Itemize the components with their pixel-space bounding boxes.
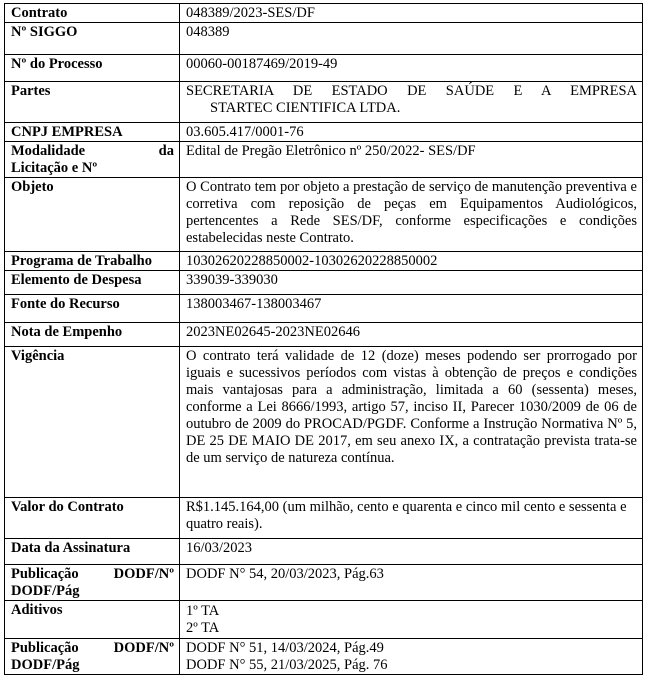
value-aditivos <box>180 601 643 639</box>
table-row <box>5 601 643 639</box>
value-aditivos-line2: 2º TA <box>186 620 220 636</box>
label-publicacao-2-b: DODF/Nº <box>113 640 174 656</box>
value-programa: 10302620228850002-10302620228850002 <box>180 252 643 271</box>
table-row <box>5 123 643 142</box>
value-siggo: 048389 <box>180 23 643 55</box>
value-publicacao-2 <box>180 639 643 675</box>
label-aditivos: Aditivos <box>5 601 180 639</box>
table-row <box>5 142 643 178</box>
label-programa: Programa de Trabalho <box>5 252 180 271</box>
label-publicacao-1-line2: DODF/Pág <box>11 583 80 599</box>
table-row <box>5 565 643 601</box>
label-publicacao-1-a: Publicação <box>11 566 79 582</box>
table-row <box>5 178 643 252</box>
label-processo: Nº do Processo <box>5 55 180 82</box>
label-modalidade-a: Modalidade <box>11 143 86 159</box>
value-empenho: 2023NE02645-2023NE02646 <box>180 323 643 347</box>
label-contrato: Contrato <box>5 4 180 23</box>
label-modalidade-line2: Licitação e Nº <box>11 160 98 176</box>
label-modalidade <box>5 142 180 178</box>
value-publicacao-1: DODF N° 54, 20/03/2023, Pág.63 <box>180 565 643 601</box>
label-siggo: Nº SIGGO <box>5 23 180 55</box>
value-aditivos-line1: 1º TA <box>186 603 220 619</box>
label-elemento: Elemento de Despesa <box>5 271 180 295</box>
label-publicacao-1 <box>5 565 180 601</box>
table-row <box>5 539 643 565</box>
value-publicacao-2-line1: DODF N° 51, 14/03/2024, Pág.49 <box>186 640 384 656</box>
label-empenho: Nota de Empenho <box>5 323 180 347</box>
label-objeto: Objeto <box>5 178 180 252</box>
value-objeto: O Contrato tem por objeto a prestação de serviço de manutenção preventiva e corretiva com reposição de peças em Equipamentos Audiológicos, pertencentes a Rede SES/DF, conforme especificações e condições estabelecidas neste Contrato. <box>180 178 643 252</box>
label-publicacao-2-a: Publicação <box>11 640 79 656</box>
value-assinatura: 16/03/2023 <box>180 539 643 565</box>
table-row <box>5 347 643 498</box>
value-partes-line2: STARTEC CIENTIFICA LTDA. <box>210 100 401 116</box>
value-partes <box>180 82 643 123</box>
value-partes-line1: SECRETARIA DE ESTADO DE SAÚDE E A EMPRESA <box>186 83 637 99</box>
label-publicacao-2-line1 <box>11 640 174 657</box>
label-modalidade-line1 <box>11 143 174 160</box>
value-publicacao-2-line2: DODF N° 55, 21/03/2025, Pág. 76 <box>186 657 388 673</box>
label-vigencia: Vigência <box>5 347 180 498</box>
table-row <box>5 295 643 323</box>
label-publicacao-1-line1 <box>11 566 174 583</box>
label-cnpj: CNPJ EMPRESA <box>5 123 180 142</box>
label-modalidade-b: da <box>158 143 174 159</box>
table-row <box>5 498 643 539</box>
label-fonte: Fonte do Recurso <box>5 295 180 323</box>
label-assinatura: Data da Assinatura <box>5 539 180 565</box>
table-row <box>5 252 643 271</box>
label-publicacao-1-b: DODF/Nº <box>113 566 174 582</box>
value-cnpj: 03.605.417/0001-76 <box>180 123 643 142</box>
label-publicacao-2 <box>5 639 180 675</box>
table-row <box>5 639 643 675</box>
table-row <box>5 323 643 347</box>
value-elemento: 339039-339030 <box>180 271 643 295</box>
table-row <box>5 55 643 82</box>
table-row <box>5 4 643 23</box>
value-modalidade: Edital de Pregão Eletrônico nº 250/2022- SES/DF <box>180 142 643 178</box>
table-row <box>5 82 643 123</box>
label-publicacao-2-line2: DODF/Pág <box>11 657 80 673</box>
label-valor: Valor do Contrato <box>5 498 180 539</box>
value-valor: R$1.145.164,00 (um milhão, cento e quarenta e cinco mil cento e sessenta e quatro reais). <box>180 498 643 539</box>
value-contrato: 048389/2023-SES/DF <box>180 4 643 23</box>
contract-summary-table <box>4 3 643 675</box>
value-fonte: 138003467-138003467 <box>180 295 643 323</box>
label-partes: Partes <box>5 82 180 123</box>
value-processo: 00060-00187469/2019-49 <box>180 55 643 82</box>
table-row <box>5 23 643 55</box>
value-vigencia: O contrato terá validade de 12 (doze) meses podendo ser prorrogado por iguais e sucessivos períodos com vistas à obtenção de preços e condições mais vantajosas para a administração, limitada a 60 (sessenta) meses, conforme a Lei 8666/1993, artigo 57, inciso II, Parecer 1030/2009 de 06 de outubro de 2009 do PROCAD/PGDF. Conforme a Instrução Normativa Nº 5, DE 25 DE MAIO DE 2017, em seu anexo IX, a contratação prevista trata-se de um serviço de natureza contínua. <box>180 347 643 498</box>
table-row <box>5 271 643 295</box>
